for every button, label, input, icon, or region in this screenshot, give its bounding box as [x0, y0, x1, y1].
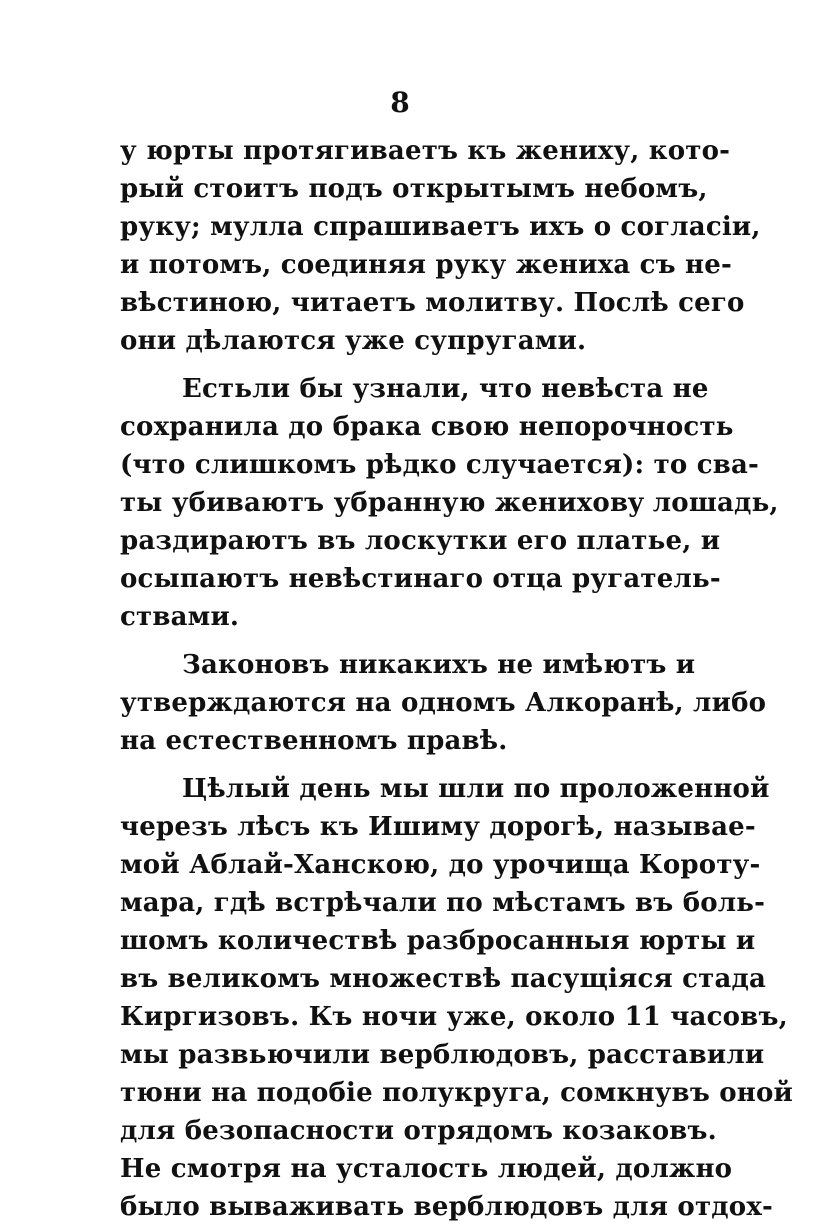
text-line: рый стоитъ подъ открытымъ небомъ, — [120, 174, 708, 204]
text-line: Законовъ никакихъ не имѣютъ и — [182, 650, 696, 680]
text-line: вѣстиною, читаетъ молитву. Послѣ сего — [120, 288, 745, 318]
page-number: 8 — [390, 86, 410, 119]
text-line: мара, гдѣ встрѣчали по мѣстамъ въ боль- — [120, 888, 766, 918]
text-line: Цѣлый день мы шли по проложенной — [182, 774, 770, 804]
text-line: шомъ количествѣ разбросанныя юрты и — [120, 926, 756, 956]
text-line: сохранила до брака свою непорочность — [120, 412, 734, 442]
text-line: (что слишкомъ рѣдко случается): то сва- — [120, 450, 760, 480]
text-line: Не смотря на усталость людей, должно — [120, 1154, 733, 1184]
text-line: мы развьючили верблюдовъ, расставили — [120, 1040, 765, 1070]
text-line: тюни на подобіе полукруга, сомкнувъ оной — [120, 1078, 794, 1108]
text-line: руку; мулла спрашиваетъ ихъ о согласіи, — [120, 212, 761, 242]
text-line: и потомъ, соединяя руку жениха съ не- — [120, 250, 733, 280]
paragraph — [120, 370, 779, 636]
text-line: въ великомъ множествѣ пасущіяся стада — [120, 964, 767, 994]
body-text — [120, 132, 794, 1226]
text-line: ты убиваютъ убранную жениховy лошадь, — [120, 488, 779, 518]
text-line: утверждаются на одномъ Алкоранѣ, либо — [120, 688, 767, 718]
paragraph — [120, 132, 761, 360]
text-line: они дѣлаются уже супругами. — [120, 326, 587, 356]
paragraph — [120, 646, 767, 760]
text-line: черезъ лѣсъ къ Ишиму дорогѣ, называе- — [120, 812, 756, 842]
text-line: у юрты протягиваетъ къ жениху, кото- — [120, 136, 731, 166]
text-line: осыпаютъ невѣстинаго отца ругатель- — [120, 564, 721, 594]
text-line: Киргизовъ. Къ ночи уже, около 11 часовъ, — [120, 1002, 788, 1032]
text-line: раздираютъ въ лоскутки его платье, и — [120, 526, 721, 556]
text-line: ствами. — [120, 602, 240, 632]
text-line: Естьли бы узнали, что невѣста не — [182, 374, 709, 404]
text-line: на естественномъ правѣ. — [120, 726, 508, 756]
paragraph — [120, 770, 794, 1226]
text-line: было вываживать верблюдовъ для отдох- — [120, 1192, 774, 1222]
text-line: для безопасности отрядомъ козаковъ. — [120, 1116, 717, 1146]
text-line: мой Аблай-Ханскою, до урочища Кoрoту- — [120, 850, 761, 880]
